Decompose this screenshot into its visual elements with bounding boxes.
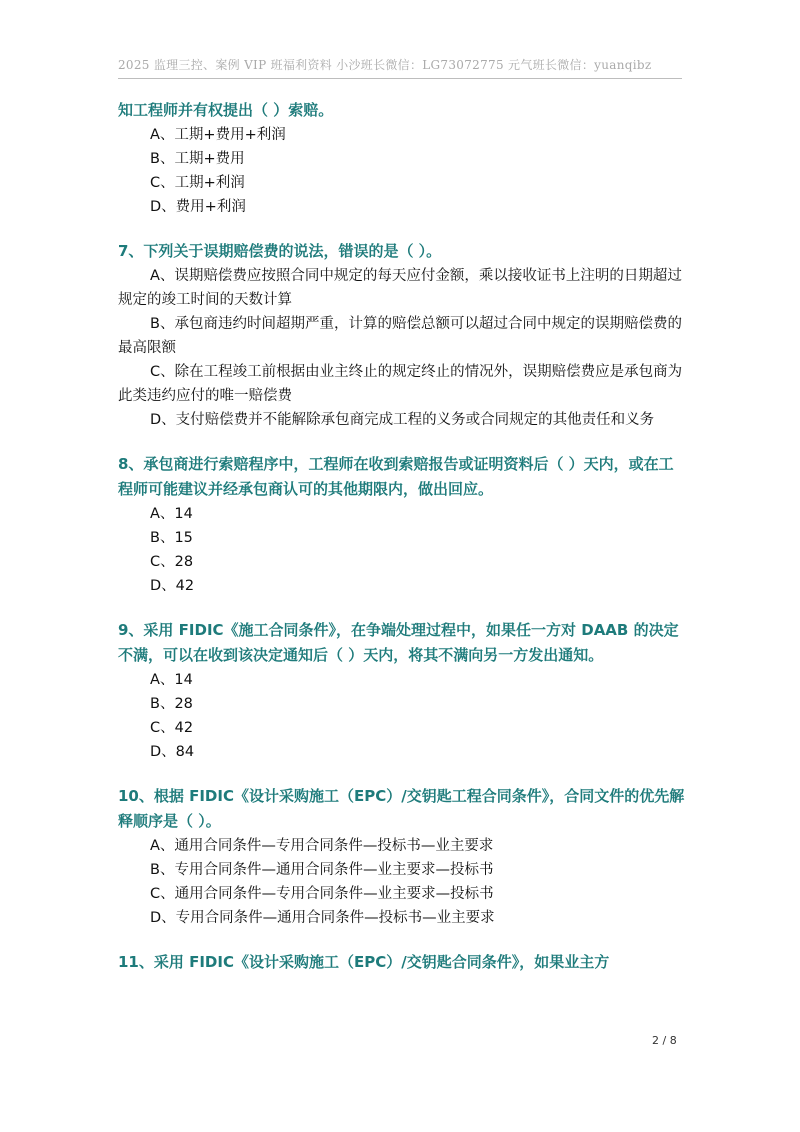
question-title: 10、根据 FIDIC《设计采购施工（EPC）/交钥匙工程合同条件》，合同文件的优先解释顺序是（ ）。 bbox=[118, 787, 685, 830]
option-c: C、除在工程竣工前根据由业主终止的规定终止的情况外，误期赔偿费应是承包商为此类违约应付的唯一赔偿费 bbox=[118, 364, 683, 404]
question-10 bbox=[118, 784, 688, 930]
question-title: 9、采用 FIDIC《施工合同条件》，在争端处理过程中，如果任一方对 DAAB 的决定不满，可以在收到该决定通知后（ ）天内，将其不满向另一方发出通知。 bbox=[118, 621, 679, 664]
page-number: 2 / 8 bbox=[652, 1034, 677, 1047]
option-b: B、工期+费用 bbox=[150, 151, 245, 167]
question-title: 11、采用 FIDIC《设计采购施工（EPC）/交钥匙合同条件》，如果业主方 bbox=[118, 953, 610, 971]
option-d: D、专用合同条件—通用合同条件—投标书—业主要求 bbox=[150, 910, 495, 926]
option-b: B、15 bbox=[150, 530, 193, 546]
question-9 bbox=[118, 618, 688, 764]
question-title: 8、承包商进行索赔程序中，工程师在收到索赔报告或证明资料后（ ）天内，或在工程师可能建议并经承包商认可的其他期限内，做出回应。 bbox=[118, 455, 674, 498]
option-c: C、28 bbox=[150, 554, 194, 570]
option-b: B、承包商违约时间超期严重，计算的赔偿总额可以超过合同中规定的误期赔偿费的最高限额 bbox=[118, 316, 682, 356]
header-divider bbox=[118, 78, 682, 79]
page-header: 2025 监理三控、案例 VIP 班福利资料 小沙班长微信：LG73072775 元气班长微信：yuanqibz bbox=[118, 58, 652, 72]
option-a: A、14 bbox=[150, 672, 193, 688]
option-b: B、28 bbox=[150, 696, 193, 712]
option-b: B、专用合同条件—通用合同条件—业主要求—投标书 bbox=[150, 862, 494, 878]
option-a: A、通用合同条件—专用合同条件—投标书—业主要求 bbox=[150, 838, 494, 854]
option-a: A、工期+费用+利润 bbox=[150, 127, 286, 143]
question-8 bbox=[118, 452, 688, 598]
option-a: A、14 bbox=[150, 506, 193, 522]
option-c: C、工期+利润 bbox=[150, 175, 245, 191]
option-d: D、费用+利润 bbox=[150, 199, 246, 215]
option-d: D、42 bbox=[150, 578, 195, 594]
question-6-continued bbox=[118, 98, 688, 219]
question-title: 知工程师并有权提出（ ）索赔。 bbox=[118, 101, 334, 119]
question-list bbox=[118, 98, 688, 995]
option-a: A、误期赔偿费应按照合同中规定的每天应付金额，乘以接收证书上注明的日期超过规定的竣工时间的天数计算 bbox=[118, 268, 682, 308]
question-title: 7、下列关于误期赔偿费的说法，错误的是（ ）。 bbox=[118, 242, 442, 260]
option-d: D、支付赔偿费并不能解除承包商完成工程的义务或合同规定的其他责任和义务 bbox=[150, 412, 655, 428]
option-c: C、通用合同条件—专用合同条件—业主要求—投标书 bbox=[150, 886, 494, 902]
question-7 bbox=[118, 239, 688, 432]
option-c: C、42 bbox=[150, 720, 194, 736]
question-11 bbox=[118, 950, 688, 975]
option-d: D、84 bbox=[150, 744, 195, 760]
